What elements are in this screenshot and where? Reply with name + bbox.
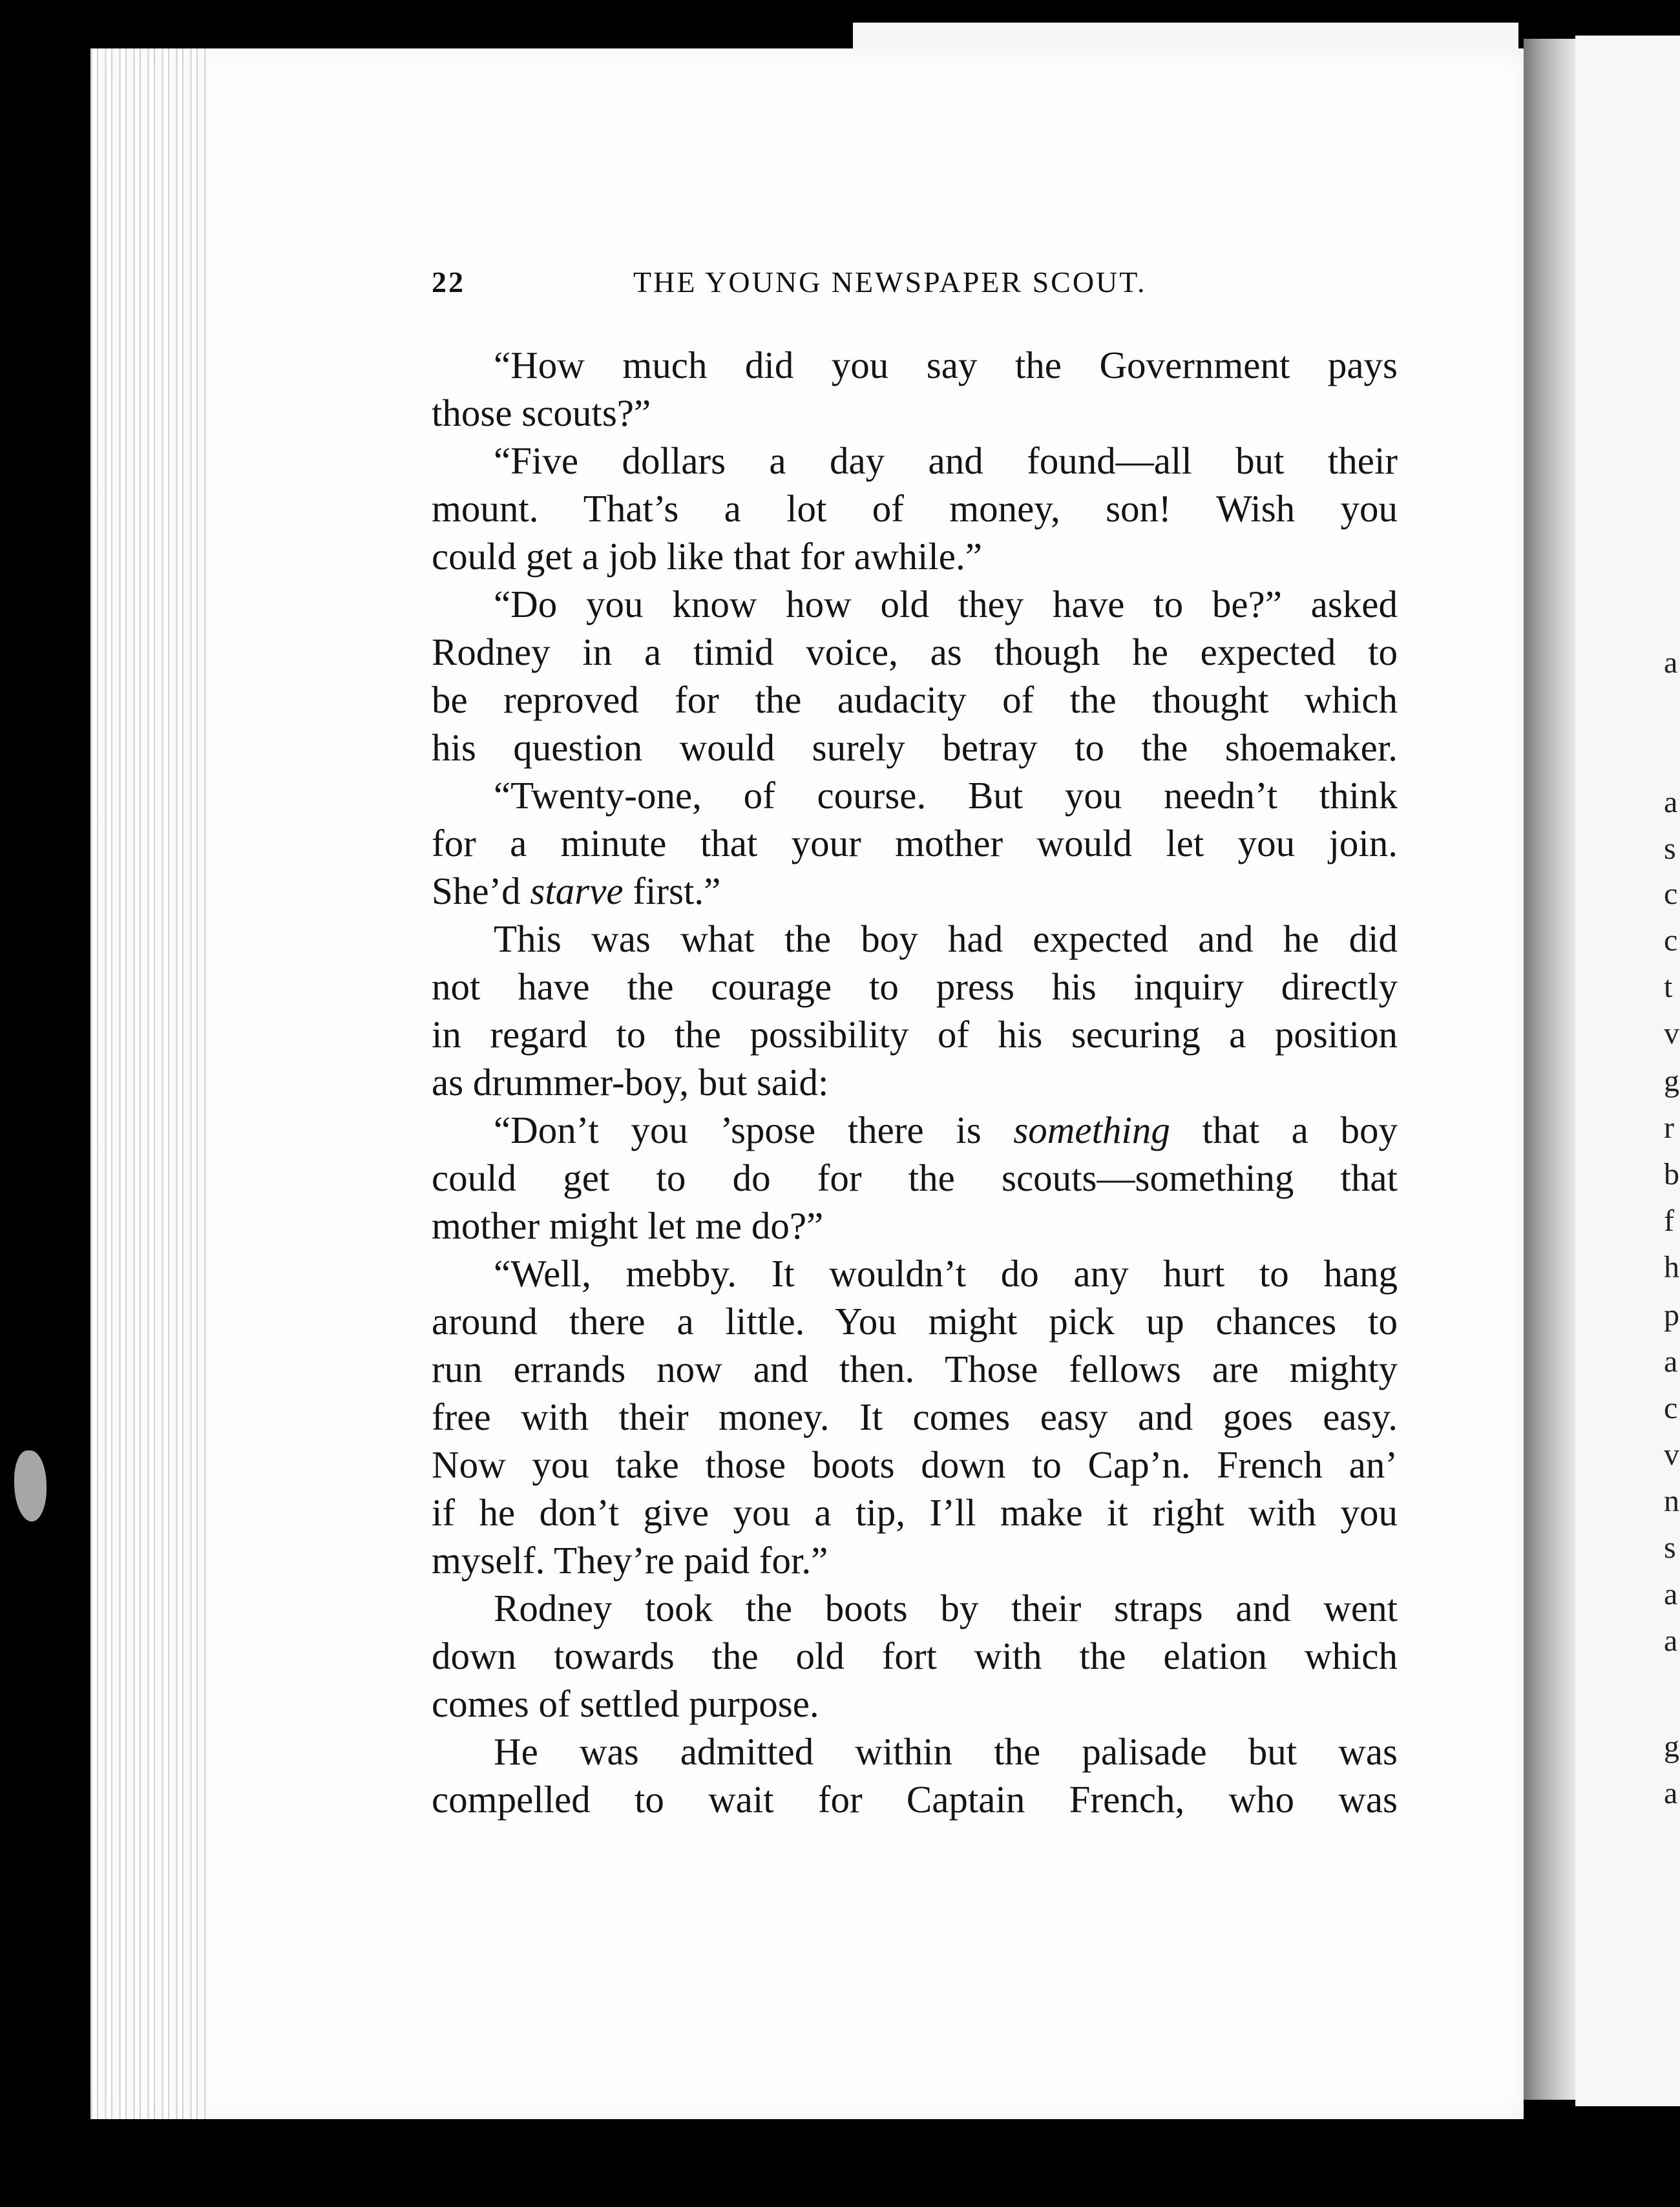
facing-letter: v [1664, 1438, 1679, 1472]
text-line: compelled to wait for Captain French, who was [432, 1778, 1398, 1821]
page-body [432, 341, 1398, 1823]
page-header [432, 265, 1188, 304]
facing-letter: b [1664, 1157, 1679, 1191]
page-edges [90, 48, 207, 2119]
text-line-emphasis: She’d starve first.” [432, 870, 721, 912]
facing-letter: p [1664, 1298, 1679, 1332]
facing-letter: a [1664, 785, 1678, 819]
facing-letter: t [1664, 970, 1673, 1004]
text-line: Now you take those boots down to Cap’n. French an’ [432, 1443, 1398, 1486]
text-line: be reproved for the audacity of the thought which [432, 678, 1398, 721]
page-number: 22 [432, 266, 465, 298]
text-line: Rodney in a timid voice, as though he expected to [432, 631, 1398, 673]
text-line: if he don’t give you a tip, I’ll make it right with you [432, 1491, 1398, 1534]
text-line: as drummer-boy, but said: [432, 1061, 829, 1104]
facing-letter: c [1664, 923, 1678, 957]
facing-letter: a [1664, 645, 1678, 680]
facing-letter: a [1664, 1776, 1678, 1810]
scan-artifact [14, 1450, 47, 1522]
text-line: Rodney took the boots by their straps and went [494, 1587, 1398, 1629]
text-line: “Do you know how old they have to be?” asked [494, 583, 1398, 625]
facing-letter: a [1664, 1577, 1678, 1611]
text-line: those scouts?” [432, 392, 651, 434]
text-line: myself. They’re paid for.” [432, 1539, 828, 1582]
facing-letter: h [1664, 1250, 1679, 1284]
facing-letter: n [1664, 1484, 1679, 1518]
text-line: could get a job like that for awhile.” [432, 535, 982, 578]
text-line: “Five dollars a day and found—all but their [494, 439, 1398, 482]
facing-letter: g [1664, 1064, 1679, 1098]
text-line: “How much did you say the Government pays [494, 344, 1398, 386]
facing-page-text [1664, 0, 1680, 2207]
text-line: could get to do for the scouts—something that [432, 1156, 1398, 1199]
text-line: mother might let me do?” [432, 1204, 824, 1247]
facing-letter: v [1664, 1016, 1679, 1051]
text-line: his question would surely betray to the shoemaker. [432, 726, 1398, 769]
facing-letter: s [1664, 832, 1676, 866]
facing-letter: a [1664, 1344, 1678, 1379]
book-gutter [1524, 39, 1575, 2100]
text-line: for a minute that your mother would let you join. [432, 822, 1398, 864]
text-line: This was what the boy had expected and he did [494, 917, 1398, 960]
facing-letter: r [1664, 1111, 1674, 1145]
text-line: “Twenty-one, of course. But you needn’t think [494, 774, 1398, 817]
facing-letter: c [1664, 877, 1678, 911]
text-line: He was admitted within the palisade but was [494, 1730, 1398, 1773]
facing-letter: a [1664, 1624, 1678, 1658]
facing-letter: g [1664, 1730, 1679, 1764]
facing-letter: s [1664, 1531, 1676, 1565]
emphasis: something [1013, 1109, 1170, 1151]
text-line: “Well, mebby. It wouldn’t do any hurt to hang [494, 1252, 1398, 1295]
text-line-emphasis: “Don’t you ’spose there is something that a boy [494, 1109, 1398, 1151]
facing-letter: f [1664, 1204, 1674, 1238]
running-title: THE YOUNG NEWSPAPER SCOUT. [633, 266, 1147, 298]
text-line: run errands now and then. Those fellows are mighty [432, 1348, 1398, 1390]
facing-letter: c [1664, 1391, 1678, 1425]
text-line: down towards the old fort with the elation which [432, 1635, 1398, 1677]
text-line: comes of settled purpose. [432, 1682, 819, 1725]
emphasis: starve [530, 870, 624, 912]
text-line: not have the courage to press his inquiry directly [432, 965, 1398, 1008]
text-line: free with their money. It comes easy and goes easy. [432, 1396, 1398, 1438]
text-line: in regard to the possibility of his securing a position [432, 1013, 1398, 1056]
text-line: mount. That’s a lot of money, son! Wish you [432, 487, 1398, 530]
scan-background [853, 23, 1518, 52]
text-line: around there a little. You might pick up chances to [432, 1300, 1398, 1343]
